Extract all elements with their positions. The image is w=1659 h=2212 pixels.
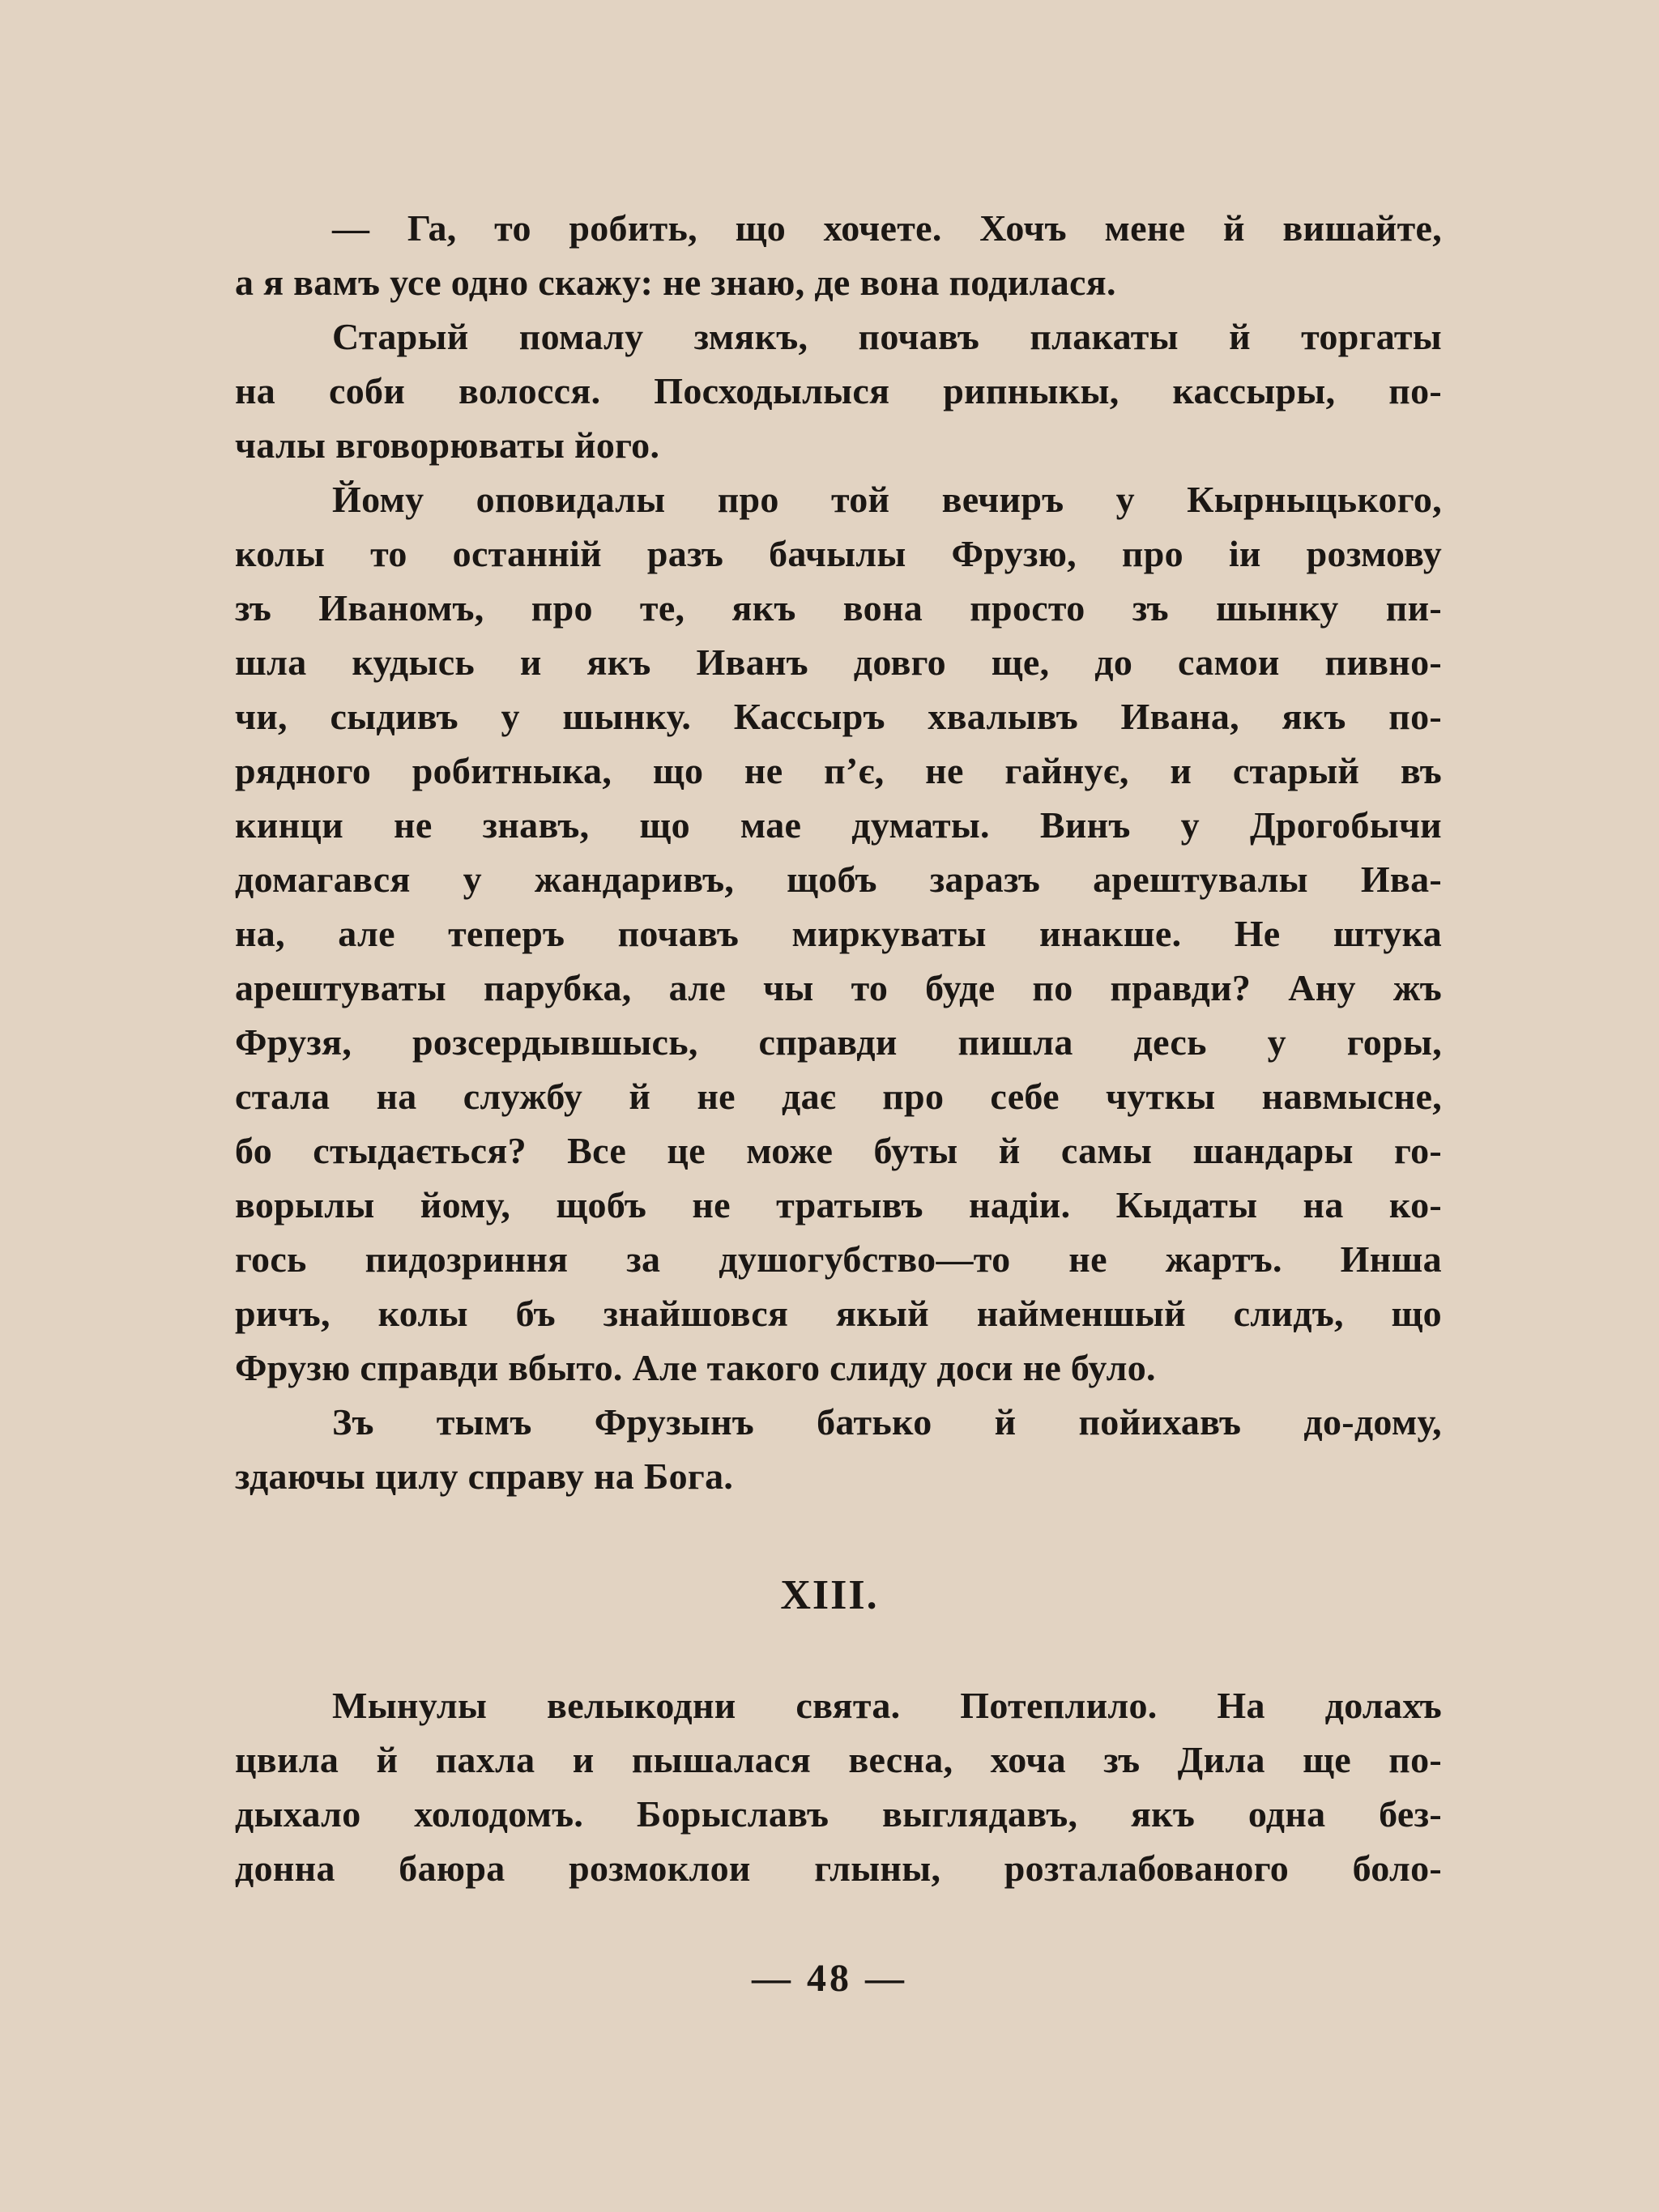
text-line: бо стыдається? Все це може буты й самы шандары го- <box>235 1130 1442 1171</box>
text-line: а я вамъ усе одно скажу: не знаю, де вона подилася. <box>235 262 1116 303</box>
page-number: — 48 — <box>752 1957 907 2000</box>
text-line: дыхало холодомъ. Борыславъ выглядавъ, якъ одна без- <box>235 1793 1442 1835</box>
text-block-1 <box>235 201 1442 1503</box>
text-line: гось пидозриння за душогубство—то не жартъ. Инша <box>235 1238 1442 1280</box>
text-line: чи, сыдивъ у шынку. Кассыръ хвалывъ Ивана, якъ по- <box>235 696 1442 737</box>
text-line: на, але теперъ почавъ миркуваты инакше. Не штука <box>235 913 1442 954</box>
text-line: чалы вговорюваты його. <box>235 424 660 466</box>
text-line: ричъ, колы бъ знайшовся якый найменшый слидъ, що <box>235 1293 1442 1334</box>
text-line: донна баюра розмоклои глыны, розталабованого боло- <box>235 1848 1442 1889</box>
chapter-heading: XIII. <box>780 1572 879 1618</box>
text-line: Йому оповидалы про той вечиръ у Кырныцького, <box>332 479 1442 520</box>
text-line: арештуваты парубка, але чы то буде по правди? Ану жъ <box>235 967 1442 1008</box>
text-block-2 <box>235 1678 1442 1895</box>
text-line: шла кудысь и якъ Иванъ довго ще, до самои пивно- <box>235 641 1442 683</box>
text-line: рядного робитныка, що не пʼє, не гайнує, и старый въ <box>235 750 1442 791</box>
text-line: на соби волосся. Посходылыся рипныкы, кассыры, по- <box>235 370 1442 411</box>
text-line: Старый помалу змякъ, почавъ плакаты й торгаты <box>332 316 1442 357</box>
text-line: Зъ тымъ Фрузынъ батько й пойихавъ до-дому, <box>332 1401 1442 1443</box>
text-line: — Га, то робить, що хочете. Хочъ мене й вишайте, <box>332 207 1442 249</box>
text-line: кинци не знавъ, що мае думаты. Винъ у Дрогобычи <box>235 804 1442 846</box>
text-line: Фрузя, розсердывшысь, справди пишла десь у горы, <box>235 1021 1442 1063</box>
text-line: стала на службу й не дає про себе чуткы навмысне, <box>235 1076 1442 1117</box>
text-line: Мынулы велыкодни свята. Потеплило. На долахъ <box>332 1685 1442 1726</box>
text-line: колы то останній разъ бачылы Фрузю, про іи розмову <box>235 533 1442 574</box>
text-line: здаючы цилу справу на Бога. <box>235 1455 734 1497</box>
text-line: Фрузю справди вбыто. Але такого слиду доси не було. <box>235 1347 1156 1388</box>
text-line: зъ Иваномъ, про те, якъ вона просто зъ шынку пи- <box>235 587 1442 629</box>
text-line: ворылы йому, щобъ не тратывъ надіи. Кыдаты на ко- <box>235 1184 1442 1225</box>
text-line: цвила й пахла и пышалася весна, хоча зъ Дила ще по- <box>235 1739 1442 1780</box>
text-line: домагався у жандаривъ, щобъ заразъ арештувалы Ива- <box>235 859 1442 900</box>
